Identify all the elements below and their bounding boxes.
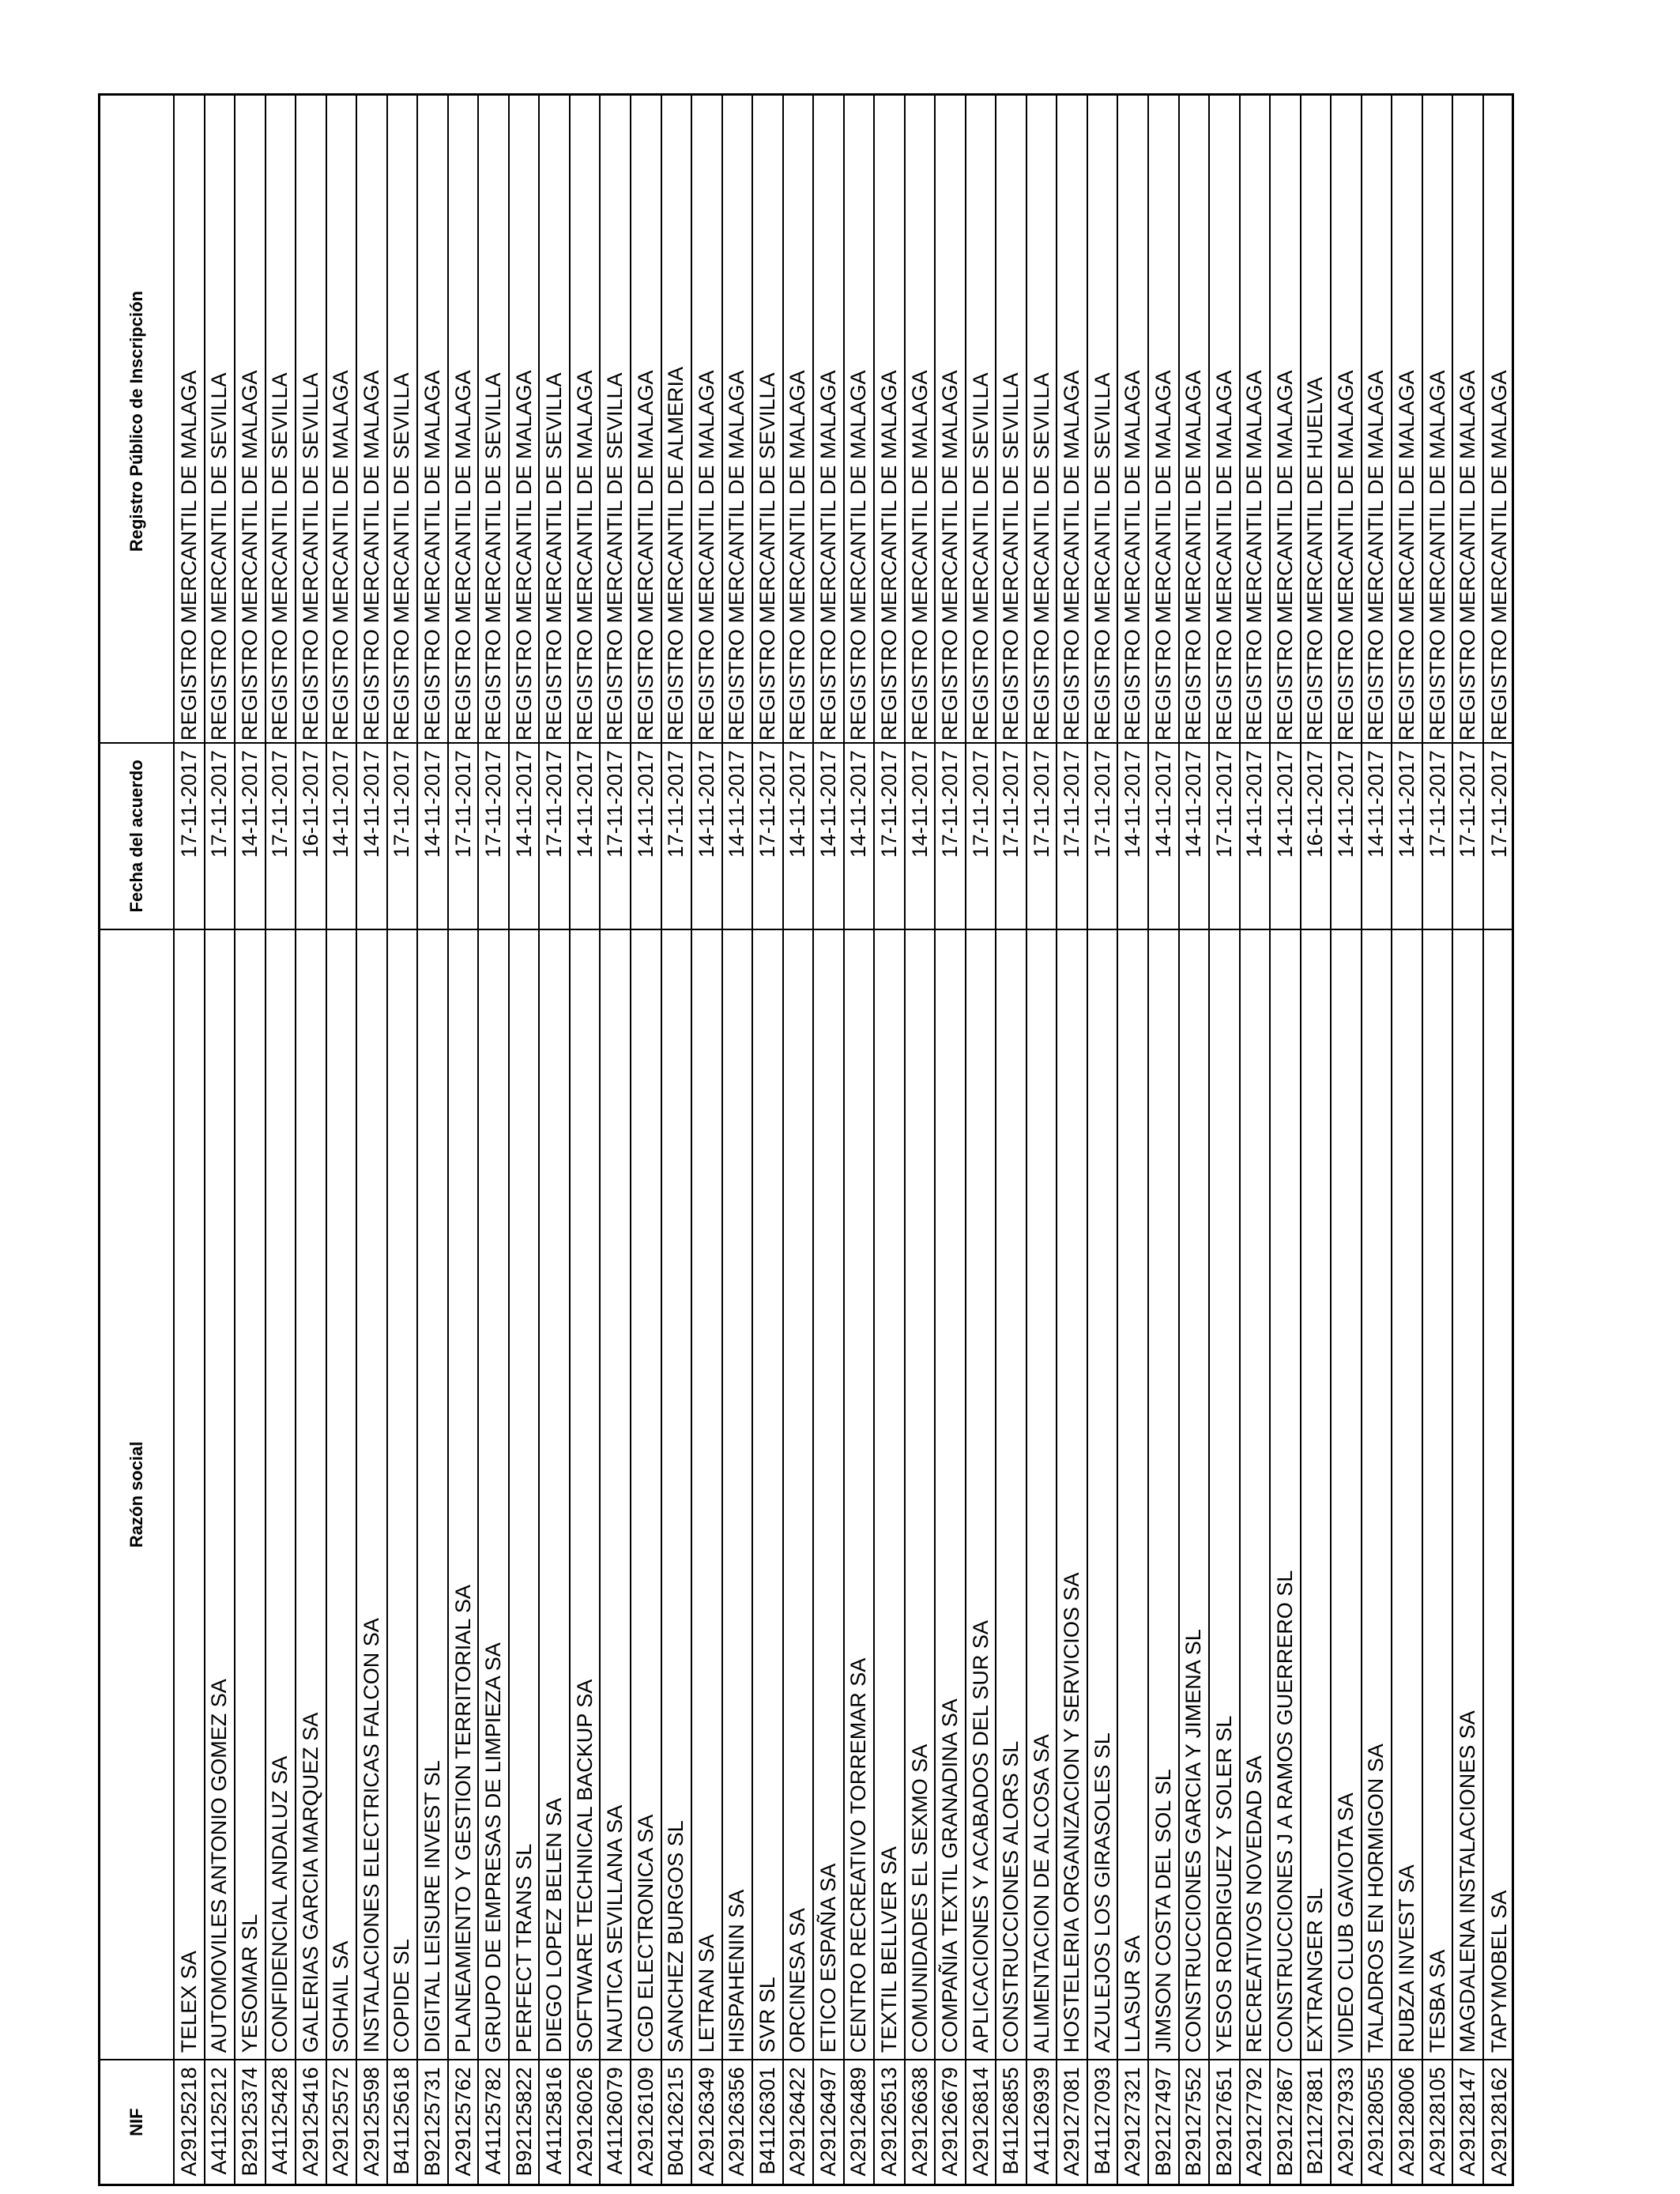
cell-nif: A29125762: [449, 2059, 478, 2184]
cell-nif: A29126489: [845, 2059, 874, 2184]
cell-razon-social: COPIDE SL: [388, 929, 417, 2060]
cell-nif: A29126356: [723, 2059, 752, 2184]
header-fecha-acuerdo: Fecha del acuerdo: [100, 742, 173, 929]
table-row: [510, 96, 541, 2184]
cell-fecha: 14-11-2017: [1180, 742, 1209, 929]
header-razon-social: Razón social: [100, 929, 173, 2060]
cell-registro: REGISTRO MERCANTIL DE MALAGA: [633, 370, 657, 741]
cell-nif: A29128055: [1362, 2059, 1392, 2184]
cell-razon-social: SOHAIL SA: [327, 929, 356, 2060]
cell-fecha: 17-11-2017: [875, 742, 904, 929]
cell-registro: REGISTRO MERCANTIL DE MALAGA: [876, 370, 901, 741]
cell-razon-social: SVR SL: [753, 929, 782, 2060]
table-row: [996, 96, 1027, 2184]
cell-registro: REGISTRO MERCANTIL DE SEVILLA: [390, 372, 414, 741]
cell-nif: A29128105: [1423, 2059, 1452, 2184]
cell-razon-social: CONSTRUCCIONES GARCIA Y JIMENA SL: [1180, 929, 1209, 2060]
table-row: [357, 96, 388, 2184]
table-row: [906, 96, 936, 2184]
cell-registro: REGISTRO MERCANTIL DE HUELVA: [1303, 377, 1328, 741]
cell-registro: REGISTRO MERCANTIL DE SEVILLA: [481, 372, 506, 741]
cell-nif: A29128006: [1392, 2059, 1422, 2184]
cell-nif: A41125212: [205, 2059, 235, 2184]
cell-fecha: 14-11-2017: [906, 742, 935, 929]
cell-nif: B29125374: [235, 2059, 265, 2184]
table-row: [845, 96, 876, 2184]
table-row: [1210, 96, 1241, 2184]
table-row: [662, 96, 693, 2184]
table-row: [1453, 96, 1484, 2184]
cell-razon-social: TALADROS EN HORMIGON SA: [1362, 929, 1392, 2060]
table-row: [1057, 96, 1088, 2184]
cell-fecha: 14-11-2017: [814, 742, 843, 929]
cell-fecha: 14-11-2017: [327, 742, 356, 929]
cell-registro: REGISTRO MERCANTIL DE MALAGA: [1242, 370, 1267, 741]
cell-nif: A29126638: [906, 2059, 935, 2184]
cell-razon-social: NAUTICA SEVILLANA SA: [601, 929, 630, 2060]
cell-razon-social: MAGDALENA INSTALACIONES SA: [1453, 929, 1482, 2060]
cell-fecha: 14-11-2017: [1392, 742, 1422, 929]
cell-fecha: 17-11-2017: [996, 742, 1026, 929]
cell-fecha: 16-11-2017: [1301, 742, 1331, 929]
cell-registro: REGISTRO MERCANTIL DE SEVILLA: [542, 372, 567, 741]
table-row: [1241, 96, 1271, 2184]
table-row: [540, 96, 571, 2184]
table-row: [601, 96, 631, 2184]
cell-registro: REGISTRO MERCANTIL DE MALAGA: [1425, 370, 1449, 741]
cell-fecha: 14-11-2017: [692, 742, 721, 929]
cell-fecha: 17-11-2017: [1423, 742, 1452, 929]
cell-nif: A29126422: [784, 2059, 813, 2184]
table-row: [175, 96, 205, 2184]
cell-razon-social: ALIMENTACION DE ALCOSA SA: [1027, 929, 1057, 2060]
cell-razon-social: EXTRANGER SL: [1301, 929, 1331, 2060]
cell-razon-social: RUBZA INVEST SA: [1392, 929, 1422, 2060]
cell-fecha: 17-11-2017: [1484, 742, 1515, 929]
table-row: [1362, 96, 1393, 2184]
header-registro: Registro Público de Inscripción: [126, 291, 146, 552]
cell-nif: A29126679: [936, 2059, 965, 2184]
cell-registro: REGISTRO MERCANTIL DE MALAGA: [1395, 370, 1419, 741]
cell-fecha: 14-11-2017: [631, 742, 661, 929]
cell-fecha: 14-11-2017: [845, 742, 874, 929]
cell-registro: REGISTRO MERCANTIL DE MALAGA: [785, 370, 810, 741]
cell-razon-social: SOFTWARE TECHNICAL BACKUP SA: [571, 929, 600, 2060]
cell-registro: REGISTRO MERCANTIL DE MALAGA: [1151, 370, 1175, 741]
cell-registro: REGISTRO MERCANTIL DE MALAGA: [1456, 370, 1480, 741]
cell-nif: A29128147: [1453, 2059, 1482, 2184]
table-row: [205, 96, 236, 2184]
table-body: [175, 96, 1514, 2184]
cell-registro: REGISTRO MERCANTIL DE MALAGA: [1364, 370, 1388, 741]
table-row: [388, 96, 419, 2184]
cell-registro: REGISTRO MERCANTIL DE MALAGA: [694, 370, 718, 741]
cell-registro: REGISTRO MERCANTIL DE MALAGA: [1121, 370, 1145, 741]
cell-razon-social: ORCINESA SA: [784, 929, 813, 2060]
table-row: [571, 96, 601, 2184]
table-row: [449, 96, 480, 2184]
cell-razon-social: CGD ELECTRONICA SA: [631, 929, 661, 2060]
cell-registro: REGISTRO MERCANTIL DE MALAGA: [907, 370, 932, 741]
cell-razon-social: AUTOMOVILES ANTONIO GOMEZ SA: [205, 929, 235, 2060]
cell-fecha: 17-11-2017: [662, 742, 691, 929]
table-row: [1088, 96, 1119, 2184]
cell-registro: REGISTRO MERCANTIL DE MALAGA: [1181, 370, 1206, 741]
cell-razon-social: PLANEAMIENTO Y GESTION TERRITORIAL SA: [449, 929, 478, 2060]
cell-razon-social: COMPAÑIA TEXTIL GRANADINA SA: [936, 929, 965, 2060]
cell-nif: B41127093: [1088, 2059, 1117, 2184]
cell-nif: A41126079: [601, 2059, 630, 2184]
table-row: [753, 96, 784, 2184]
cell-razon-social: CONSTRUCCIONES ALORS SL: [996, 929, 1026, 2060]
cell-nif: B29127651: [1210, 2059, 1239, 2184]
cell-registro: REGISTRO MERCANTIL DE SEVILLA: [999, 372, 1023, 741]
table-row: [1180, 96, 1211, 2184]
cell-razon-social: VIDEO CLUB GAVIOTA SA: [1332, 929, 1361, 2060]
cell-fecha: 14-11-2017: [1241, 742, 1270, 929]
cell-razon-social: TELEX SA: [175, 929, 204, 2060]
cell-nif: A41125428: [266, 2059, 296, 2184]
cell-nif: A29125416: [296, 2059, 326, 2184]
cell-fecha: 14-11-2017: [571, 742, 600, 929]
cell-nif: A29126026: [571, 2059, 600, 2184]
cell-registro: REGISTRO MERCANTIL DE MALAGA: [1272, 370, 1297, 741]
cell-fecha: 14-11-2017: [1362, 742, 1392, 929]
cell-nif: B04126215: [662, 2059, 691, 2184]
cell-razon-social: HOSTELERIA ORGANIZACION Y SERVICIOS SA: [1057, 929, 1087, 2060]
cell-fecha: 17-11-2017: [388, 742, 417, 929]
table-row: [723, 96, 754, 2184]
cell-registro: REGISTRO MERCANTIL DE MALAGA: [846, 370, 871, 741]
cell-razon-social: JIMSON COSTA DEL SOL SL: [1149, 929, 1178, 2060]
cell-razon-social: DIEGO LOPEZ BELEN SA: [540, 929, 569, 2060]
cell-registro: REGISTRO MERCANTIL DE SEVILLA: [268, 372, 292, 741]
cell-registro: REGISTRO MERCANTIL DE MALAGA: [450, 370, 475, 741]
cell-nif: A29126349: [692, 2059, 721, 2184]
cell-razon-social: GALERIAS GARCIA MARQUEZ SA: [296, 929, 326, 2060]
cell-razon-social: YESOS RODRIGUEZ Y SOLER SL: [1210, 929, 1239, 2060]
cell-nif: B92127497: [1149, 2059, 1178, 2184]
cell-fecha: 14-11-2017: [357, 742, 386, 929]
cell-nif: B29127867: [1271, 2059, 1300, 2184]
cell-fecha: 17-11-2017: [1210, 742, 1239, 929]
table-row: [327, 96, 358, 2184]
cell-fecha: 17-11-2017: [1057, 742, 1087, 929]
cell-razon-social: GRUPO DE EMPRESAS DE LIMPIEZA SA: [479, 929, 508, 2060]
cell-fecha: 17-11-2017: [205, 742, 235, 929]
cell-registro: REGISTRO MERCANTIL DE SEVILLA: [298, 372, 322, 741]
cell-registro: REGISTRO MERCANTIL DE MALAGA: [176, 370, 201, 741]
cell-nif: B29127552: [1180, 2059, 1209, 2184]
table-row: [1301, 96, 1332, 2184]
cell-nif: A29127321: [1118, 2059, 1147, 2184]
cell-razon-social: AZULEJOS LOS GIRASOLES SL: [1088, 929, 1117, 2060]
cell-fecha: 14-11-2017: [1118, 742, 1147, 929]
cell-razon-social: DIGITAL LEISURE INVEST SL: [418, 929, 447, 2060]
header-nif: NIF: [100, 2059, 173, 2184]
cell-razon-social: RECREATIVOS NOVEDAD SA: [1241, 929, 1270, 2060]
cell-razon-social: COMUNIDADES EL SEXMO SA: [906, 929, 935, 2060]
cell-razon-social: TEXTIL BELLVER SA: [875, 929, 904, 2060]
cell-fecha: 14-11-2017: [1271, 742, 1300, 929]
cell-fecha: 14-11-2017: [1332, 742, 1361, 929]
cell-nif: A29126497: [814, 2059, 843, 2184]
cell-nif: A29127081: [1057, 2059, 1087, 2184]
cell-registro: REGISTRO MERCANTIL DE MALAGA: [816, 370, 840, 741]
cell-nif: A29127933: [1332, 2059, 1361, 2184]
cell-razon-social: TESBA SA: [1423, 929, 1452, 2060]
cell-nif: B21127881: [1301, 2059, 1331, 2184]
cell-nif: A29125218: [175, 2059, 204, 2184]
cell-nif: A41125816: [540, 2059, 569, 2184]
cell-razon-social: CENTRO RECREATIVO TORREMAR SA: [845, 929, 874, 2060]
table-row: [1271, 96, 1301, 2184]
table-row: [418, 96, 449, 2184]
cell-razon-social: CONFIDENCIAL ANDALUZ SA: [266, 929, 296, 2060]
cell-nif: A29125598: [357, 2059, 386, 2184]
cell-registro: REGISTRO MERCANTIL DE MALAGA: [1060, 370, 1084, 741]
cell-nif: B41126855: [996, 2059, 1026, 2184]
cell-registro: REGISTRO MERCANTIL DE SEVILLA: [207, 372, 232, 741]
cell-registro: REGISTRO MERCANTIL DE MALAGA: [420, 370, 445, 741]
cell-nif: A41126939: [1027, 2059, 1057, 2184]
cell-razon-social: SANCHEZ BURGOS SL: [662, 929, 691, 2060]
cell-razon-social: PERFECT TRANS SL: [510, 929, 539, 2060]
cell-fecha: 17-11-2017: [966, 742, 996, 929]
table-row: [966, 96, 997, 2184]
table-row: [1392, 96, 1423, 2184]
cell-fecha: 14-11-2017: [510, 742, 539, 929]
table-row: [1027, 96, 1058, 2184]
table-row: [784, 96, 815, 2184]
cell-razon-social: LETRAN SA: [692, 929, 721, 2060]
cell-fecha: 17-11-2017: [1453, 742, 1482, 929]
cell-fecha: 17-11-2017: [449, 742, 478, 929]
cell-registro: REGISTRO MERCANTIL DE SEVILLA: [755, 372, 779, 741]
cell-registro: REGISTRO MERCANTIL DE SEVILLA: [603, 372, 627, 741]
cell-registro: REGISTRO MERCANTIL DE MALAGA: [511, 370, 536, 741]
cell-razon-social: ETICO ESPAÑA SA: [814, 929, 843, 2060]
cell-registro: REGISTRO MERCANTIL DE MALAGA: [725, 370, 749, 741]
cell-registro: REGISTRO MERCANTIL DE MALAGA: [359, 370, 383, 741]
cell-nif: B41125618: [388, 2059, 417, 2184]
cell-fecha: 16-11-2017: [296, 742, 326, 929]
table-row: [692, 96, 723, 2184]
table-header-row: [100, 96, 175, 2184]
cell-nif: A29125572: [327, 2059, 356, 2184]
cell-nif: B92125731: [418, 2059, 447, 2184]
table-row: [1332, 96, 1362, 2184]
cell-registro: REGISTRO MERCANTIL DE SEVILLA: [1029, 372, 1053, 741]
cell-razon-social: YESOMAR SL: [235, 929, 265, 2060]
cell-nif: A29128162: [1484, 2059, 1515, 2184]
cell-fecha: 17-11-2017: [266, 742, 296, 929]
table-row: [1484, 96, 1515, 2184]
cell-fecha: 17-11-2017: [601, 742, 630, 929]
table-row: [814, 96, 845, 2184]
table-row: [1118, 96, 1149, 2184]
table-row: [296, 96, 327, 2184]
cell-registro: REGISTRO MERCANTIL DE MALAGA: [1211, 370, 1236, 741]
registry-table: [98, 93, 1514, 2186]
cell-razon-social: APLICACIONES Y ACABADOS DEL SUR SA: [966, 929, 996, 2060]
table-row: [235, 96, 266, 2184]
cell-registro: REGISTRO MERCANTIL DE ALMERIA: [664, 367, 688, 741]
cell-nif: A29127792: [1241, 2059, 1270, 2184]
table-row: [875, 96, 906, 2184]
cell-razon-social: INSTALACIONES ELECTRICAS FALCON SA: [357, 929, 386, 2060]
cell-fecha: 14-11-2017: [235, 742, 265, 929]
cell-nif: A41125782: [479, 2059, 508, 2184]
table-row: [266, 96, 297, 2184]
table-row: [1423, 96, 1454, 2184]
cell-nif: A29126814: [966, 2059, 996, 2184]
table-row: [1149, 96, 1180, 2184]
cell-fecha: 17-11-2017: [1088, 742, 1117, 929]
table-row: [479, 96, 510, 2184]
cell-razon-social: HISPAHENIN SA: [723, 929, 752, 2060]
cell-registro: REGISTRO MERCANTIL DE SEVILLA: [968, 372, 993, 741]
cell-registro: REGISTRO MERCANTIL DE MALAGA: [938, 370, 962, 741]
cell-nif: A29126513: [875, 2059, 904, 2184]
cell-fecha: 17-11-2017: [175, 742, 204, 929]
cell-fecha: 17-11-2017: [753, 742, 782, 929]
cell-registro: REGISTRO MERCANTIL DE MALAGA: [1333, 370, 1358, 741]
cell-fecha: 17-11-2017: [1027, 742, 1057, 929]
cell-registro: REGISTRO MERCANTIL DE MALAGA: [572, 370, 597, 741]
cell-registro: REGISTRO MERCANTIL DE MALAGA: [329, 370, 353, 741]
table-row: [936, 96, 966, 2184]
cell-fecha: 14-11-2017: [418, 742, 447, 929]
cell-registro: REGISTRO MERCANTIL DE SEVILLA: [1090, 372, 1114, 741]
cell-registro: REGISTRO MERCANTIL DE MALAGA: [1486, 370, 1511, 741]
cell-razon-social: TAPYMOBEL SA: [1484, 929, 1515, 2060]
cell-fecha: 17-11-2017: [540, 742, 569, 929]
cell-fecha: 14-11-2017: [723, 742, 752, 929]
cell-fecha: 14-11-2017: [1149, 742, 1178, 929]
cell-fecha: 14-11-2017: [784, 742, 813, 929]
cell-nif: B92125822: [510, 2059, 539, 2184]
cell-registro: REGISTRO MERCANTIL DE MALAGA: [237, 370, 262, 741]
table-row: [631, 96, 662, 2184]
cell-fecha: 17-11-2017: [479, 742, 508, 929]
cell-razon-social: LLASUR SA: [1118, 929, 1147, 2060]
cell-razon-social: CONSTRUCCIONES J A RAMOS GUERRERO SL: [1271, 929, 1300, 2060]
cell-nif: B41126301: [753, 2059, 782, 2184]
cell-nif: A29126109: [631, 2059, 661, 2184]
cell-fecha: 17-11-2017: [936, 742, 965, 929]
